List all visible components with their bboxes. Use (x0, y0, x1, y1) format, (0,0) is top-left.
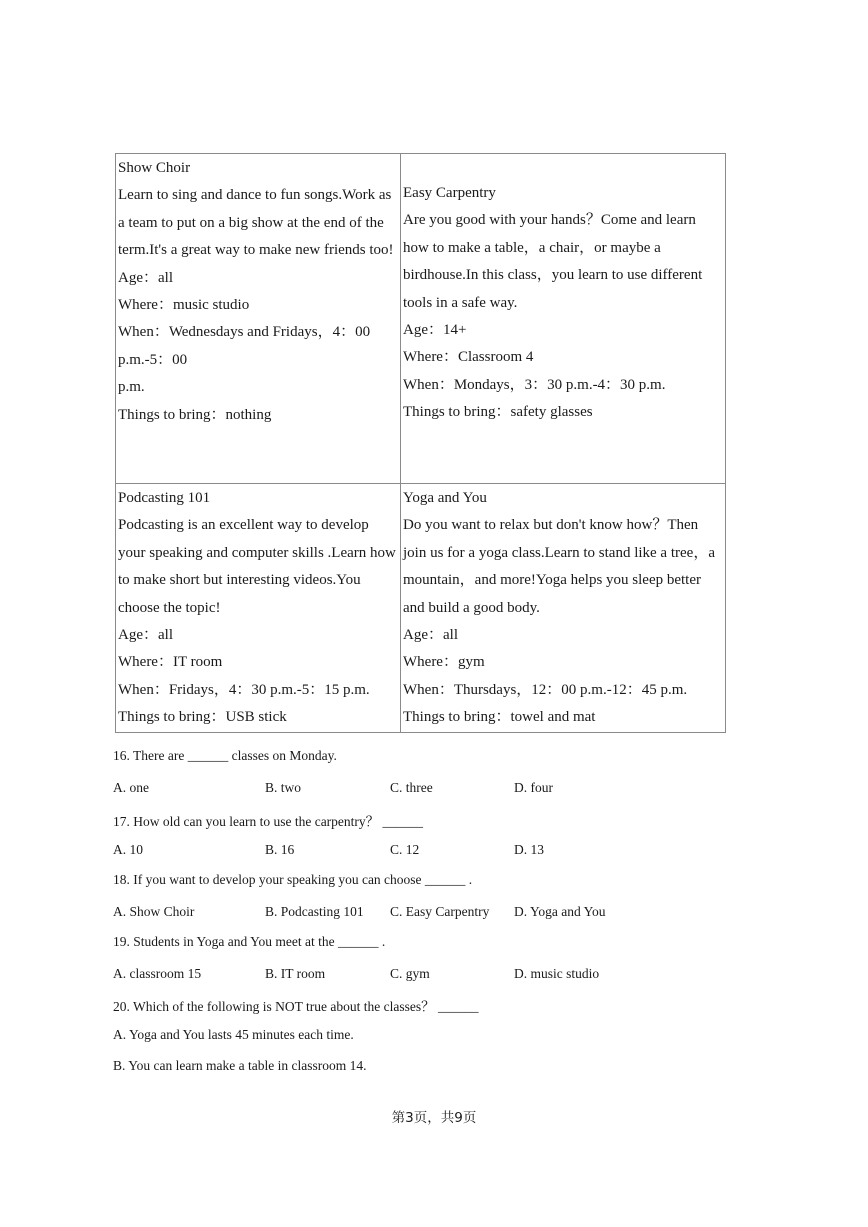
course-where: Where：Classroom 4 (403, 349, 534, 366)
course-table (115, 153, 726, 733)
option-a: A. one (113, 780, 149, 795)
option-a: A. classroom 15 (113, 966, 202, 981)
option-d: D. music studio (514, 966, 600, 981)
course-bring: Things to bring：towel and mat (403, 709, 596, 726)
option-c: C. three (390, 780, 433, 795)
option-b: B. Podcasting 101 (265, 904, 364, 919)
option-d: D. Yoga and You (514, 904, 606, 919)
question-20: 20. Which of the following is NOT true about the classes？ ______ (113, 999, 479, 1014)
course-title: Show Choir (118, 160, 191, 176)
course-bring: Things to bring：safety glasses (403, 404, 593, 421)
option-a: A. 10 (113, 842, 143, 857)
option-a: A. Yoga and You lasts 45 minutes each time. (113, 1027, 354, 1042)
course-when: When：Mondays，3：30 p.m.-4：30 p.m. (403, 376, 666, 393)
question-16: 16. There are ______ classes on Monday. (113, 748, 337, 763)
course-cell-easy-carpentry (401, 154, 726, 484)
course-description: Do you want to relax but don't know how？Then join us for a yoga class.Learn to stand like a tree，a mountain，and more!Yoga helps you sleep better and build a good body. (403, 517, 715, 616)
course-when: When：Wednesdays and Fridays，4：00 p.m.-5：00 (118, 324, 371, 368)
course-cell-podcasting (116, 484, 401, 733)
question-17: 17. How old can you learn to use the carpentry？ ______ (113, 814, 424, 829)
course-age: Age：all (118, 627, 173, 644)
course-bring: Things to bring：USB stick (118, 709, 287, 726)
course-age: Age：14+ (403, 322, 467, 339)
course-description: Podcasting is an excellent way to develop your speaking and computer skills .Learn how to make short but interesting videos.You choose the topic! (118, 517, 396, 616)
course-age: Age：all (403, 627, 458, 644)
course-where: Where：gym (403, 654, 485, 671)
table-row (116, 154, 726, 484)
option-b: B. two (265, 780, 302, 795)
course-age: Age：all (118, 269, 173, 286)
page-number: 第3页，共9页 (391, 1110, 477, 1126)
course-title: Yoga and You (403, 490, 487, 506)
option-b: B. You can learn make a table in classroom 14. (113, 1058, 367, 1073)
question-18: 18. If you want to develop your speaking you can choose ______ . (113, 872, 473, 887)
option-c: C. gym (390, 966, 430, 981)
option-d: D. four (514, 780, 553, 795)
course-when: When：Thursdays，12：00 p.m.-12：45 p.m. (403, 681, 688, 698)
course-cell-show-choir (116, 154, 401, 484)
option-b: B. 16 (265, 842, 295, 857)
course-description: Learn to sing and dance to fun songs.Work as a team to put on a big show at the end of the term.It's a great way to make new friends too! (118, 187, 394, 259)
course-cell-yoga (401, 484, 726, 733)
option-c: C. Easy Carpentry (390, 904, 490, 919)
course-when-continued: p.m. (118, 379, 145, 396)
option-d: D. 13 (514, 842, 544, 857)
option-a: A. Show Choir (113, 904, 195, 919)
option-b: B. IT room (265, 966, 326, 981)
course-when: When：Fridays，4：30 p.m.-5：15 p.m. (118, 681, 370, 698)
course-where: Where：music studio (118, 297, 250, 314)
table-row (116, 484, 726, 733)
course-description: Are you good with your hands？Come and learn how to make a table，a chair，or maybe a birdhouse.In this class，you learn to use different tools in a safe way. (403, 212, 703, 311)
option-c: C. 12 (390, 842, 420, 857)
course-title: Podcasting 101 (118, 490, 211, 506)
course-bring: Things to bring：nothing (118, 406, 272, 423)
question-19: 19. Students in Yoga and You meet at the ______ . (113, 934, 386, 949)
course-title: Easy Carpentry (403, 185, 496, 201)
course-where: Where：IT room (118, 654, 223, 671)
